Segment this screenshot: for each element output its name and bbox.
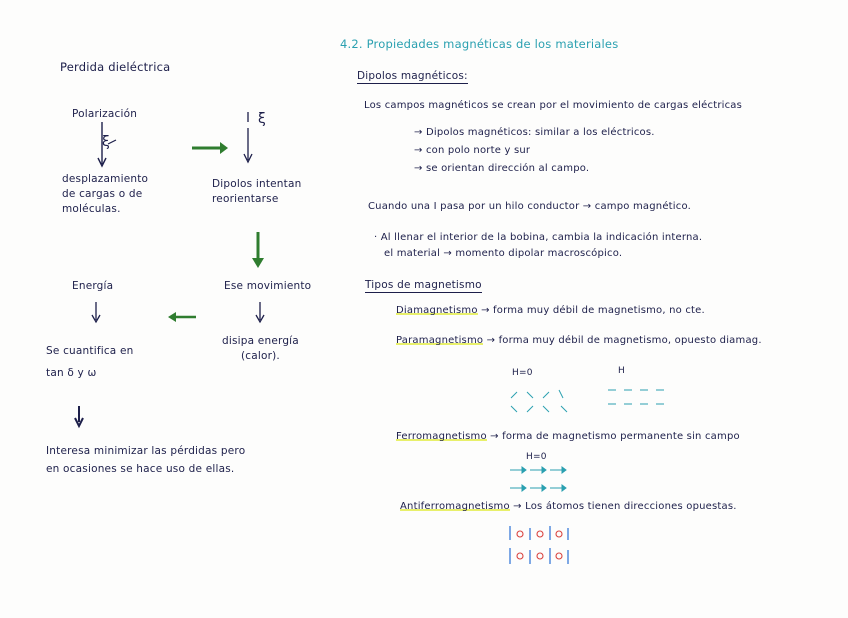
ese-movimiento-label: Ese movimiento xyxy=(224,280,312,292)
bullet-1: → Dipolos magnéticos: similar a los eléctricos. xyxy=(414,127,655,138)
xi-right: ξ xyxy=(258,111,267,127)
arrow-down-icon xyxy=(238,110,258,165)
dipolos-heading: Dipolos magnéticos: xyxy=(357,70,468,82)
paramagnetismo-row xyxy=(396,335,762,346)
energia-label: Energía xyxy=(72,280,114,292)
cuantifica-text: Se cuantifica en tan δ y ω xyxy=(46,345,134,379)
polarizacion-label: Polarización xyxy=(72,108,138,120)
antiferromagnetismo-text: → Los átomos tienen direcciones opuestas. xyxy=(513,501,737,512)
arrow-down-icon xyxy=(72,404,86,430)
dipolos-text: Dipolos intentan reorientarse xyxy=(212,178,302,205)
paramagnetismo-text: → forma muy débil de magnetismo, opuesto diamag. xyxy=(486,335,762,346)
antiferro-dipoles-icon xyxy=(502,522,582,570)
tipos-heading: Tipos de magnetismo xyxy=(365,279,482,291)
al-llenar-text: · Al llenar el interior de la bobina, cambia la indicación interna. el material → momento dipolar macroscópico. xyxy=(374,232,703,259)
arrow-down-icon xyxy=(252,300,268,326)
h-zero-label: H=0 xyxy=(512,368,533,378)
xi-left: ξ xyxy=(102,134,111,150)
left-title: Perdida dieléctrica xyxy=(60,60,171,74)
cuando-text: Cuando una I pasa por un hilo conductor → campo magnético. xyxy=(368,201,691,212)
green-arrow-left-icon xyxy=(168,310,198,324)
green-arrow-down-icon xyxy=(250,230,266,270)
diamagnetismo-term: Diamagnetismo xyxy=(396,305,478,316)
dipolos-bullets xyxy=(414,124,655,178)
ferromagnetismo-row xyxy=(396,431,740,442)
arrow-down-icon xyxy=(88,300,104,326)
ferro-dipoles-icon xyxy=(506,462,586,496)
antiferromagnetismo-term: Antiferromagnetismo xyxy=(400,501,510,512)
ferromagnetismo-term: Ferromagnetismo xyxy=(396,431,487,442)
campos-text: Los campos magnéticos se crean por el movimiento de cargas eléctricas xyxy=(364,100,743,111)
green-arrow-right-icon xyxy=(190,140,230,156)
random-dipoles-icon xyxy=(505,386,575,416)
diamagnetismo-text: → forma muy débil de magnetismo, no cte. xyxy=(481,305,705,316)
paramagnetismo-term: Paramagnetismo xyxy=(396,335,484,346)
ferromagnetismo-text: → forma de magnetismo permanente sin campo xyxy=(490,431,740,442)
desplazamiento-text: desplazamiento de cargas o de moléculas. xyxy=(62,173,149,215)
right-title: 4.2. Propiedades magnéticas de los materiales xyxy=(340,37,619,51)
bullet-2: → con polo norte y sur xyxy=(414,145,531,156)
ferro-h-zero-label: H=0 xyxy=(526,452,547,462)
h-label: H xyxy=(618,366,625,376)
bullet-3: → se orientan dirección al campo. xyxy=(414,163,590,174)
antiferromagnetismo-row xyxy=(400,501,737,512)
aligned-dipoles-icon xyxy=(604,382,674,412)
interesa-text: Interesa minimizar las pérdidas pero en ocasiones se hace uso de ellas. xyxy=(46,445,246,475)
diamagnetismo-row xyxy=(396,305,705,316)
disipa-text: disipa energía (calor). xyxy=(222,335,299,362)
arrow-down-icon xyxy=(80,120,120,170)
